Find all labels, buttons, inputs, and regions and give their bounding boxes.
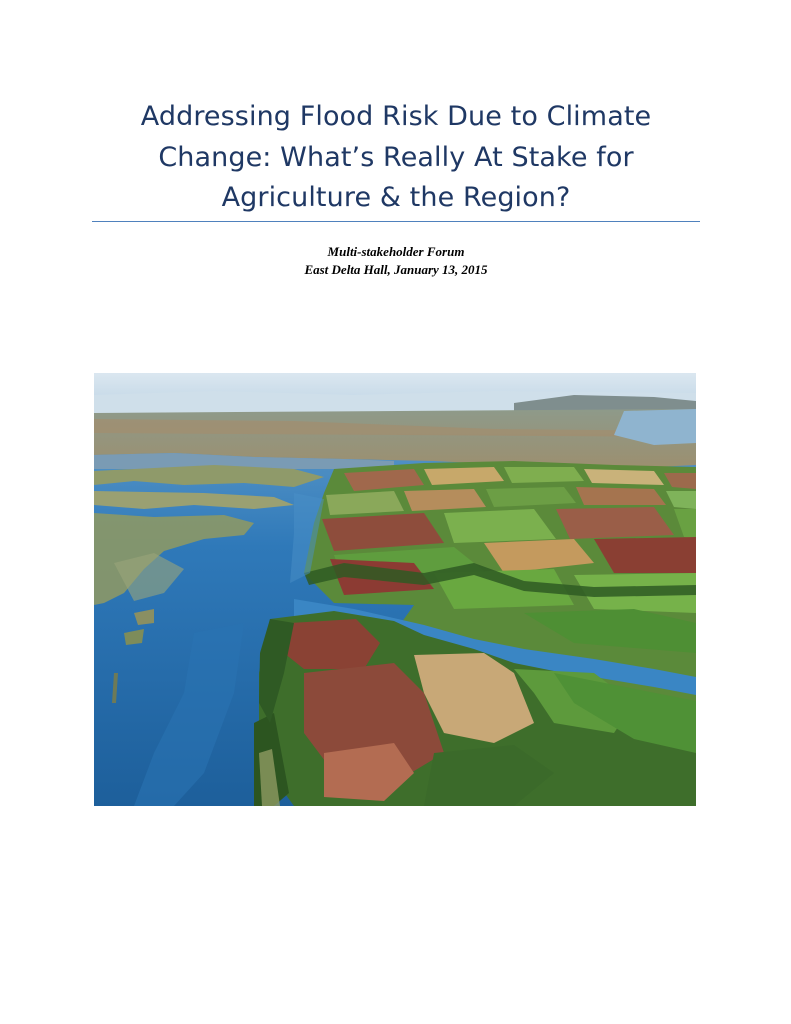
cover-photo: [94, 373, 696, 806]
title-line-1: Addressing Flood Risk Due to Climate: [140, 101, 652, 132]
title-line-2: Change: What’s Really At Stake for: [158, 141, 634, 173]
title-divider: [92, 221, 700, 222]
document-title: [92, 97, 700, 219]
aerial-river-delta-photo-icon: [94, 373, 696, 806]
event-venue-date: East Delta Hall, January 13, 2015: [304, 262, 488, 277]
event-subtitle: Multi-stakeholder Forum: [327, 244, 465, 259]
title-line-3: Agriculture & the Region?: [221, 182, 571, 213]
